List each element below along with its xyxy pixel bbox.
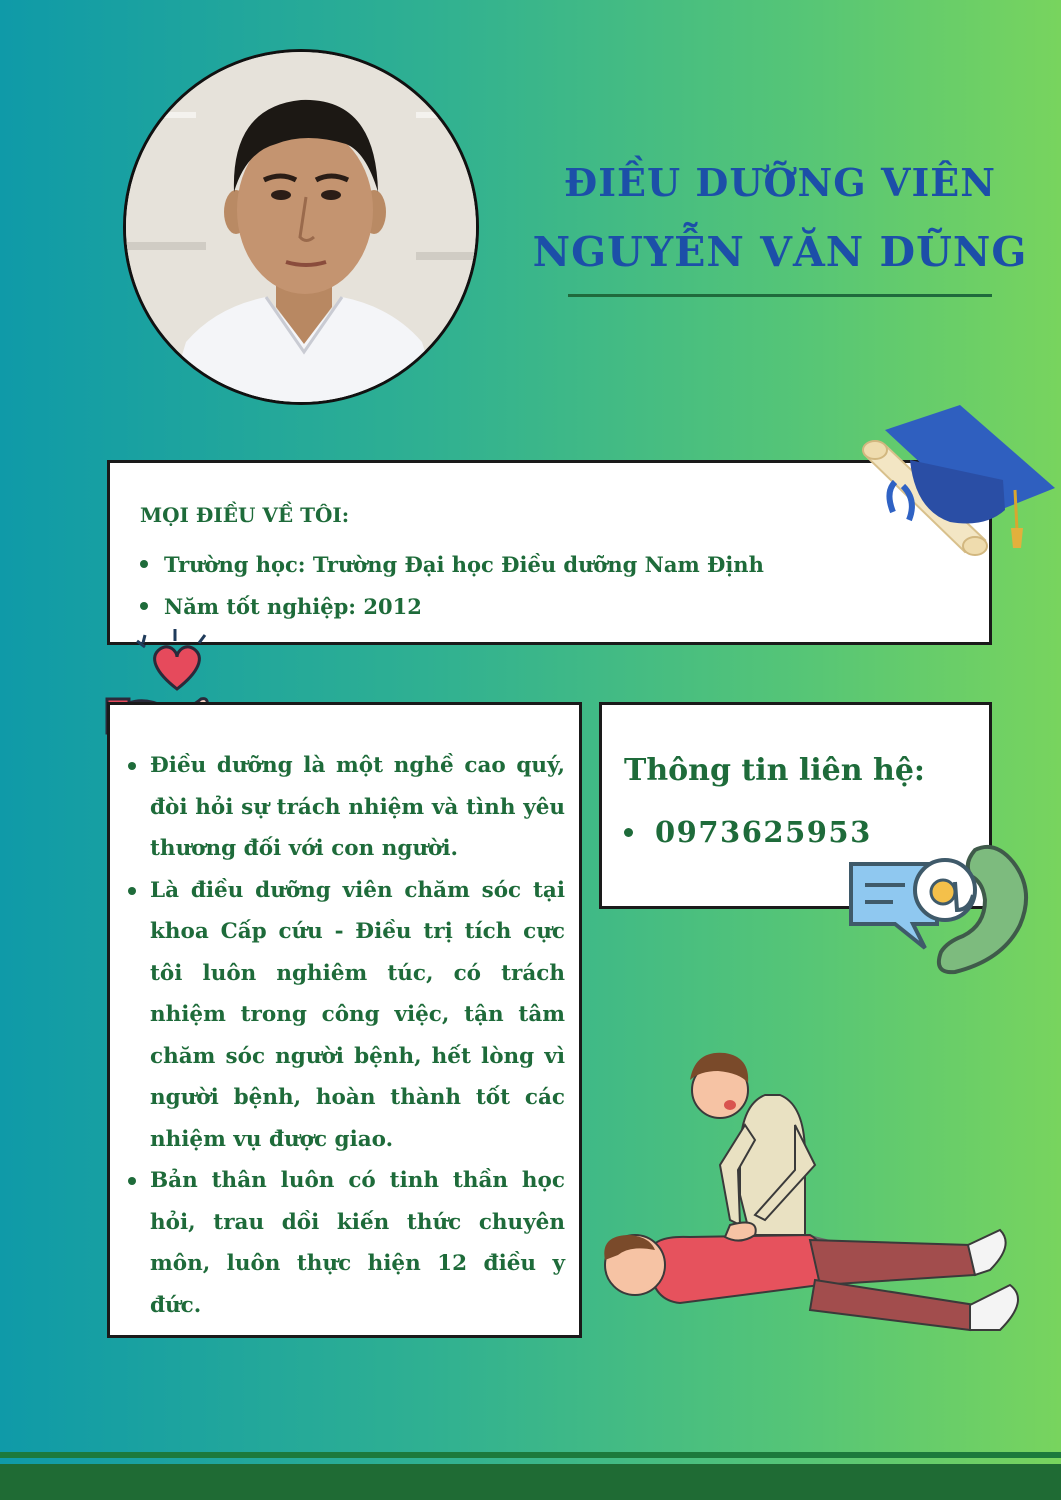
bullet-icon — [128, 887, 136, 895]
bio-item — [128, 745, 565, 870]
title-name: NGUYỄN VĂN DŨNG — [532, 228, 1028, 276]
cpr-illustration — [590, 1045, 1040, 1345]
bio-item-text: Là điều dưỡng viên chăm sóc tại khoa Cấp cứu - Điều trị tích cực tôi luôn nghiêm túc, có trách nhiệm trong công việc, tận tâm chăm sóc người bệnh, hết lòng vì người bệnh, hoàn thành tốt các nhiệm vụ được giao. — [150, 877, 565, 1152]
bio-item — [128, 870, 565, 1161]
chat-bubble-icon — [845, 840, 1045, 980]
bullet-icon — [140, 602, 148, 610]
bullet-icon — [128, 1177, 136, 1185]
bullet-icon — [140, 560, 148, 568]
bio-list — [110, 705, 579, 1326]
bio-item-text: Bản thân luôn có tinh thần học hỏi, trau dồi kiến thức chuyên môn, luôn thực hiện 12 điều y đức. — [150, 1168, 565, 1318]
bio-item-text: Điều dưỡng là một nghề cao quý, đòi hỏi sự trách nhiệm và tình yêu thương đối với con người. — [150, 753, 565, 861]
about-heading: MỌI ĐIỀU VỀ TÔI: — [140, 503, 350, 527]
bullet-icon — [624, 828, 633, 837]
about-list — [140, 543, 764, 627]
footer-stripe-thick — [0, 1464, 1061, 1500]
at-sign-icon — [915, 860, 975, 920]
bullet-icon — [128, 762, 136, 770]
graduation-cap-icon — [855, 400, 1055, 570]
about-item-text: Trường học: Trường Đại học Điều dưỡng Nam Định — [164, 551, 764, 577]
bio-box — [107, 702, 582, 1338]
contact-phone-item[interactable] — [624, 815, 872, 849]
about-item-graduation — [140, 585, 764, 627]
about-item-text: Năm tốt nghiệp: 2012 — [164, 593, 422, 619]
profile-photo — [123, 49, 479, 405]
footer-stripe-thin — [0, 1452, 1061, 1458]
contact-heading: Thông tin liên hệ: — [624, 753, 925, 788]
title-role: ĐIỀU DƯỠNG VIÊN — [564, 160, 996, 205]
about-item-school — [140, 543, 764, 585]
title-divider — [568, 294, 992, 297]
phone-number[interactable]: 0973625953 — [655, 815, 872, 849]
bio-item — [128, 1160, 565, 1326]
